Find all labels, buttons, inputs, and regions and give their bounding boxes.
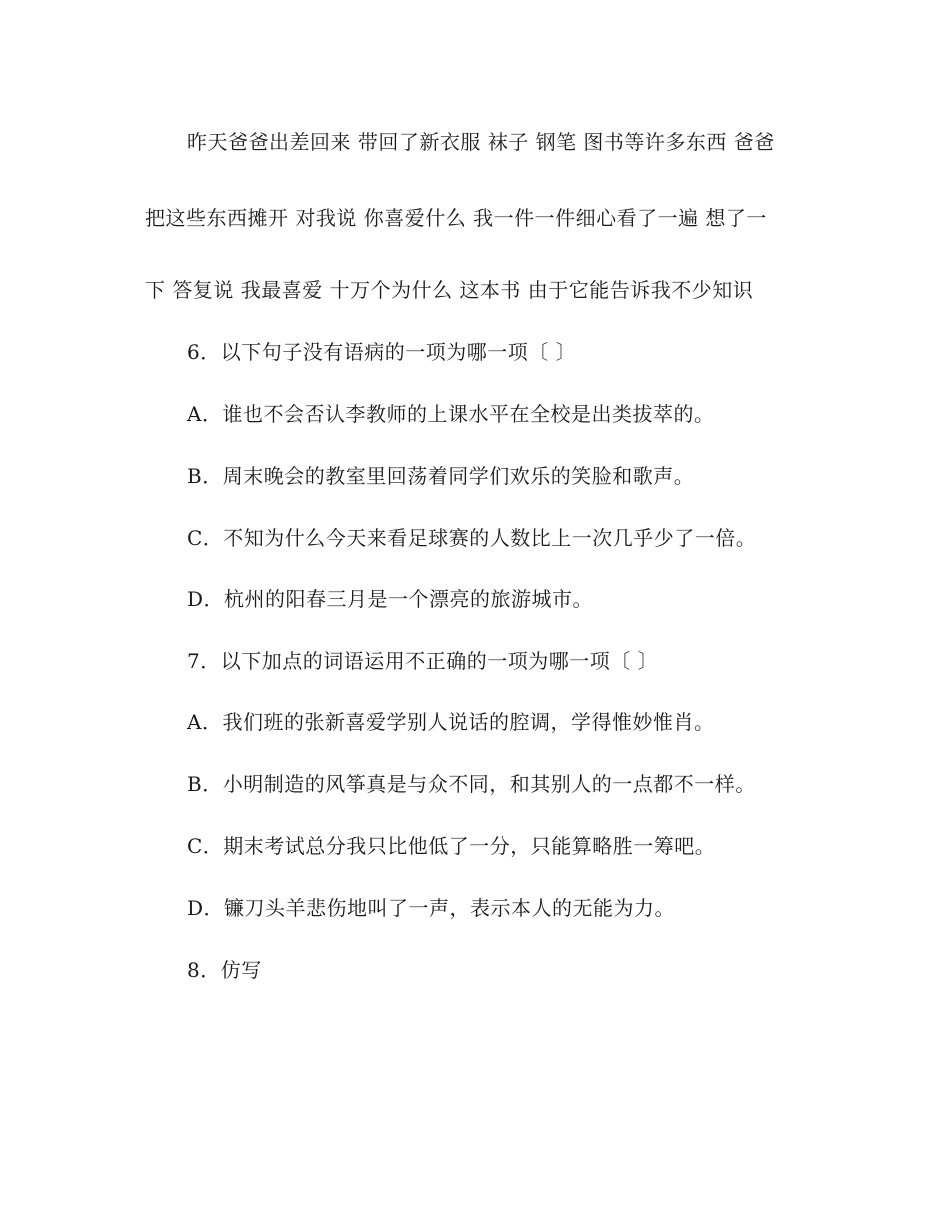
question-7-stem: 7．以下加点的词语运用不正确的一项为哪一项〔 〕 (187, 649, 659, 673)
question-6-option-a: A．谁也不会否认李教师的上课水平在全校是出类拔萃的。 (187, 402, 715, 426)
question-6-option-b: B．周末晚会的教室里回荡着同学们欢乐的笑脸和歌声。 (187, 464, 695, 488)
paragraph-line-3: 下 答复说 我最喜爱 十万个为什么 这本书 由于它能告诉我不少知识 (145, 278, 754, 302)
paragraph-line-2: 把这些东西摊开 对我说 你喜爱什么 我一件一件细心看了一遍 想了一 (145, 206, 767, 230)
question-6-option-d: D．杭州的阳春三月是一个漂亮的旅游城市。 (187, 587, 594, 611)
question-7-option-a: A．我们班的张新喜爱学别人说话的腔调，学得惟妙惟肖。 (187, 710, 715, 734)
question-6-option-c: C．不知为什么今天来看足球赛的人数比上一次几乎少了一倍。 (187, 526, 757, 550)
question-7-option-d: D．镰刀头羊悲伤地叫了一声，表示本人的无能为力。 (187, 896, 676, 920)
question-6-stem: 6．以下句子没有语病的一项为哪一项〔 〕 (187, 340, 577, 364)
question-7-option-c: C．期末考试总分我只比他低了一分，只能算略胜一筹吧。 (187, 834, 716, 858)
question-7-option-b: B．小明制造的风筝真是与众不同，和其别人的一点都不一样。 (187, 772, 756, 796)
paragraph-line-1: 昨天爸爸出差回来 带回了新衣服 袜子 钢笔 图书等许多东西 爸爸 (187, 130, 775, 154)
question-8-stem: 8．仿写 (187, 958, 262, 982)
